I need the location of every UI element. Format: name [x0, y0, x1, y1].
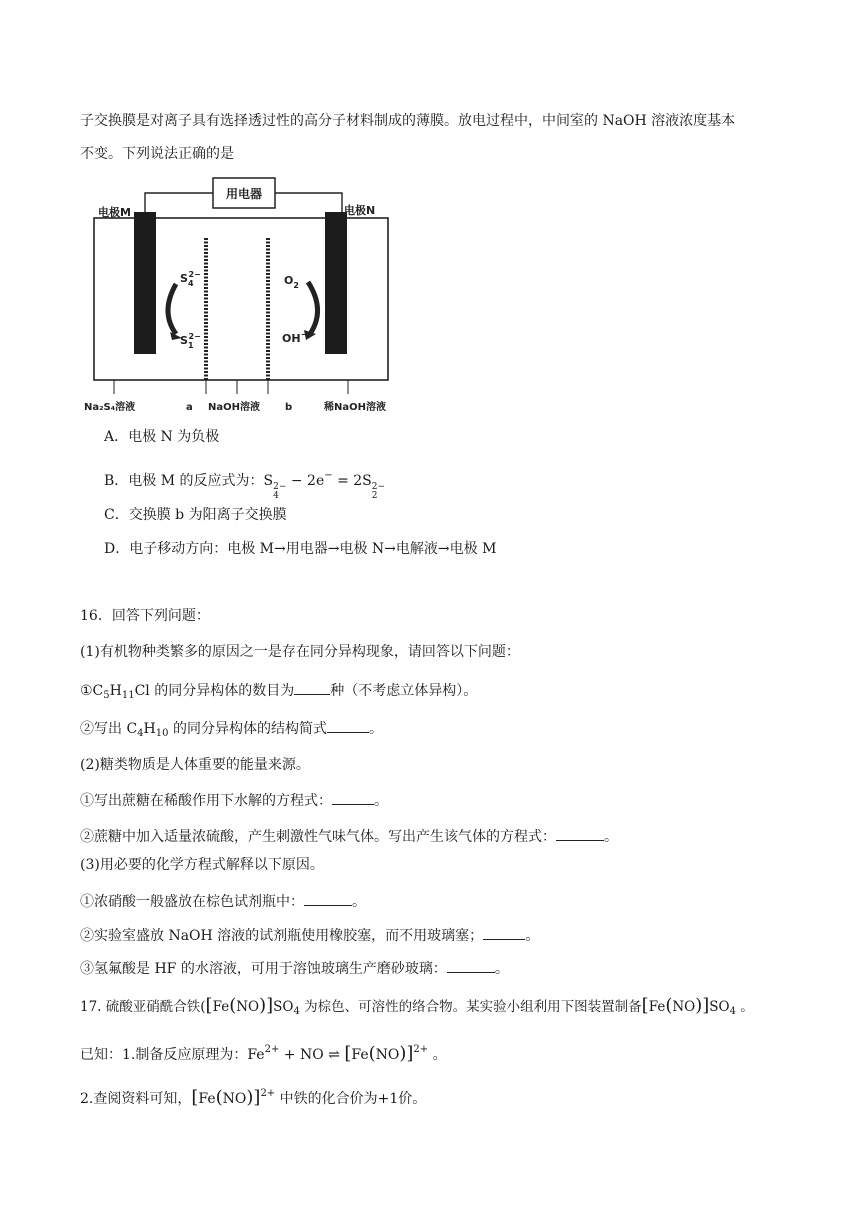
q16-part3-2: ②实验室盛放 NaOH 溶液的试剂瓶使用橡胶塞，而不用玻璃塞； 。	[80, 925, 539, 946]
device-label: 用电器	[225, 187, 263, 201]
q17-line-2: 已知：1.制备反应原理为：$Fe^{2+}$ + NO ⇌ $[Fe(NO)]^{2+}$ 。	[80, 1043, 447, 1064]
answer-blank[interactable]	[294, 680, 330, 695]
intro-line-2: 不变。下列说法正确的是	[80, 146, 234, 162]
electrode-m-label: 电极M	[98, 206, 131, 219]
answer-blank[interactable]	[483, 925, 525, 940]
s4-label: $S_42-$	[180, 270, 201, 288]
answer-blank[interactable]	[556, 826, 604, 841]
q16-part3: (3)用必要的化学方程式解释以下原因。	[80, 857, 324, 873]
membrane-a-label: a	[186, 402, 193, 413]
q16-part1: (1)有机物种类繁多的原因之一是存在同分异构现象，请回答以下问题：	[80, 644, 520, 660]
answer-blank[interactable]	[332, 790, 374, 805]
intro-line-1: 子交换膜是对离子具有选择透过性的高分子材料制成的薄膜。放电过程中，中间室的 NaOH 溶液浓度基本	[80, 113, 736, 129]
o2-label: $O_2$	[284, 274, 299, 290]
option-c: C．交换膜 b 为阳离子交换膜	[104, 507, 287, 523]
electrode-m	[134, 212, 156, 354]
bottom-label-mid: NaOH溶液	[208, 402, 260, 413]
electrode-n	[325, 212, 347, 354]
answer-blank[interactable]	[327, 718, 369, 733]
q16-part3-3: ③氢氟酸是 HF 的水溶液，可用于溶蚀玻璃生产磨砂玻璃： 。	[80, 958, 509, 979]
bottom-label-left: Na₂S₄溶液	[84, 402, 136, 413]
answer-blank[interactable]	[304, 891, 352, 906]
wire-left	[145, 193, 213, 212]
arrow-right	[308, 282, 318, 334]
s1-label: $S_12-$	[180, 332, 201, 350]
q16-part1-1: $①C_5H_{11}Cl$ 的同分异构体的数目为 种（不考虑立体异构）。	[80, 680, 477, 706]
answer-blank[interactable]	[447, 958, 495, 973]
option-b: B．电极 M 的反应式为：S 2− 4 − 2e− = 2S 2− 2	[104, 470, 386, 501]
oh-label: OH−	[282, 330, 308, 345]
membrane-b-label: b	[285, 402, 293, 413]
arrow-left	[168, 284, 176, 334]
bottom-label-right: 稀NaOH溶液	[324, 402, 386, 413]
q16-part1-2: ②写出 $C_4H_{10}$ 的同分异构体的结构简式 。	[80, 718, 383, 744]
q17-line-3: 2.查阅资料可知，$[Fe(NO)]^{2+}$ 中铁的化合价为+1价。	[80, 1087, 427, 1108]
battery-diagram	[80, 172, 400, 418]
option-a: A．电极 N 为负极	[104, 429, 220, 445]
q16-title: 16．回答下列问题：	[80, 608, 210, 624]
q16-part3-1: ①浓硝酸一般盛放在棕色试剂瓶中： 。	[80, 891, 366, 912]
q16-part2-2: ②蔗糖中加入适量浓硫酸，产生刺激性气味气体。写出产生该气体的方程式： 。	[80, 826, 618, 847]
q16-part2-1: ①写出蔗糖在稀酸作用下水解的方程式： 。	[80, 790, 388, 811]
option-d: D．电子移动方向：电极 M→用电器→电极 N→电解液→电极 M	[104, 541, 497, 557]
electrode-n-label: 电极N	[344, 204, 376, 217]
q17-line-1: 17. 硫酸亚硝酰合铁($[Fe(NO)]SO_4$ 为棕色、可溶性的络合物。某实验小组利用下图装置制备$[Fe(NO)]SO_4$ 。	[80, 995, 754, 1017]
wire-right	[275, 193, 342, 212]
q16-part2: (2)糖类物质是人体重要的能量来源。	[80, 757, 310, 773]
